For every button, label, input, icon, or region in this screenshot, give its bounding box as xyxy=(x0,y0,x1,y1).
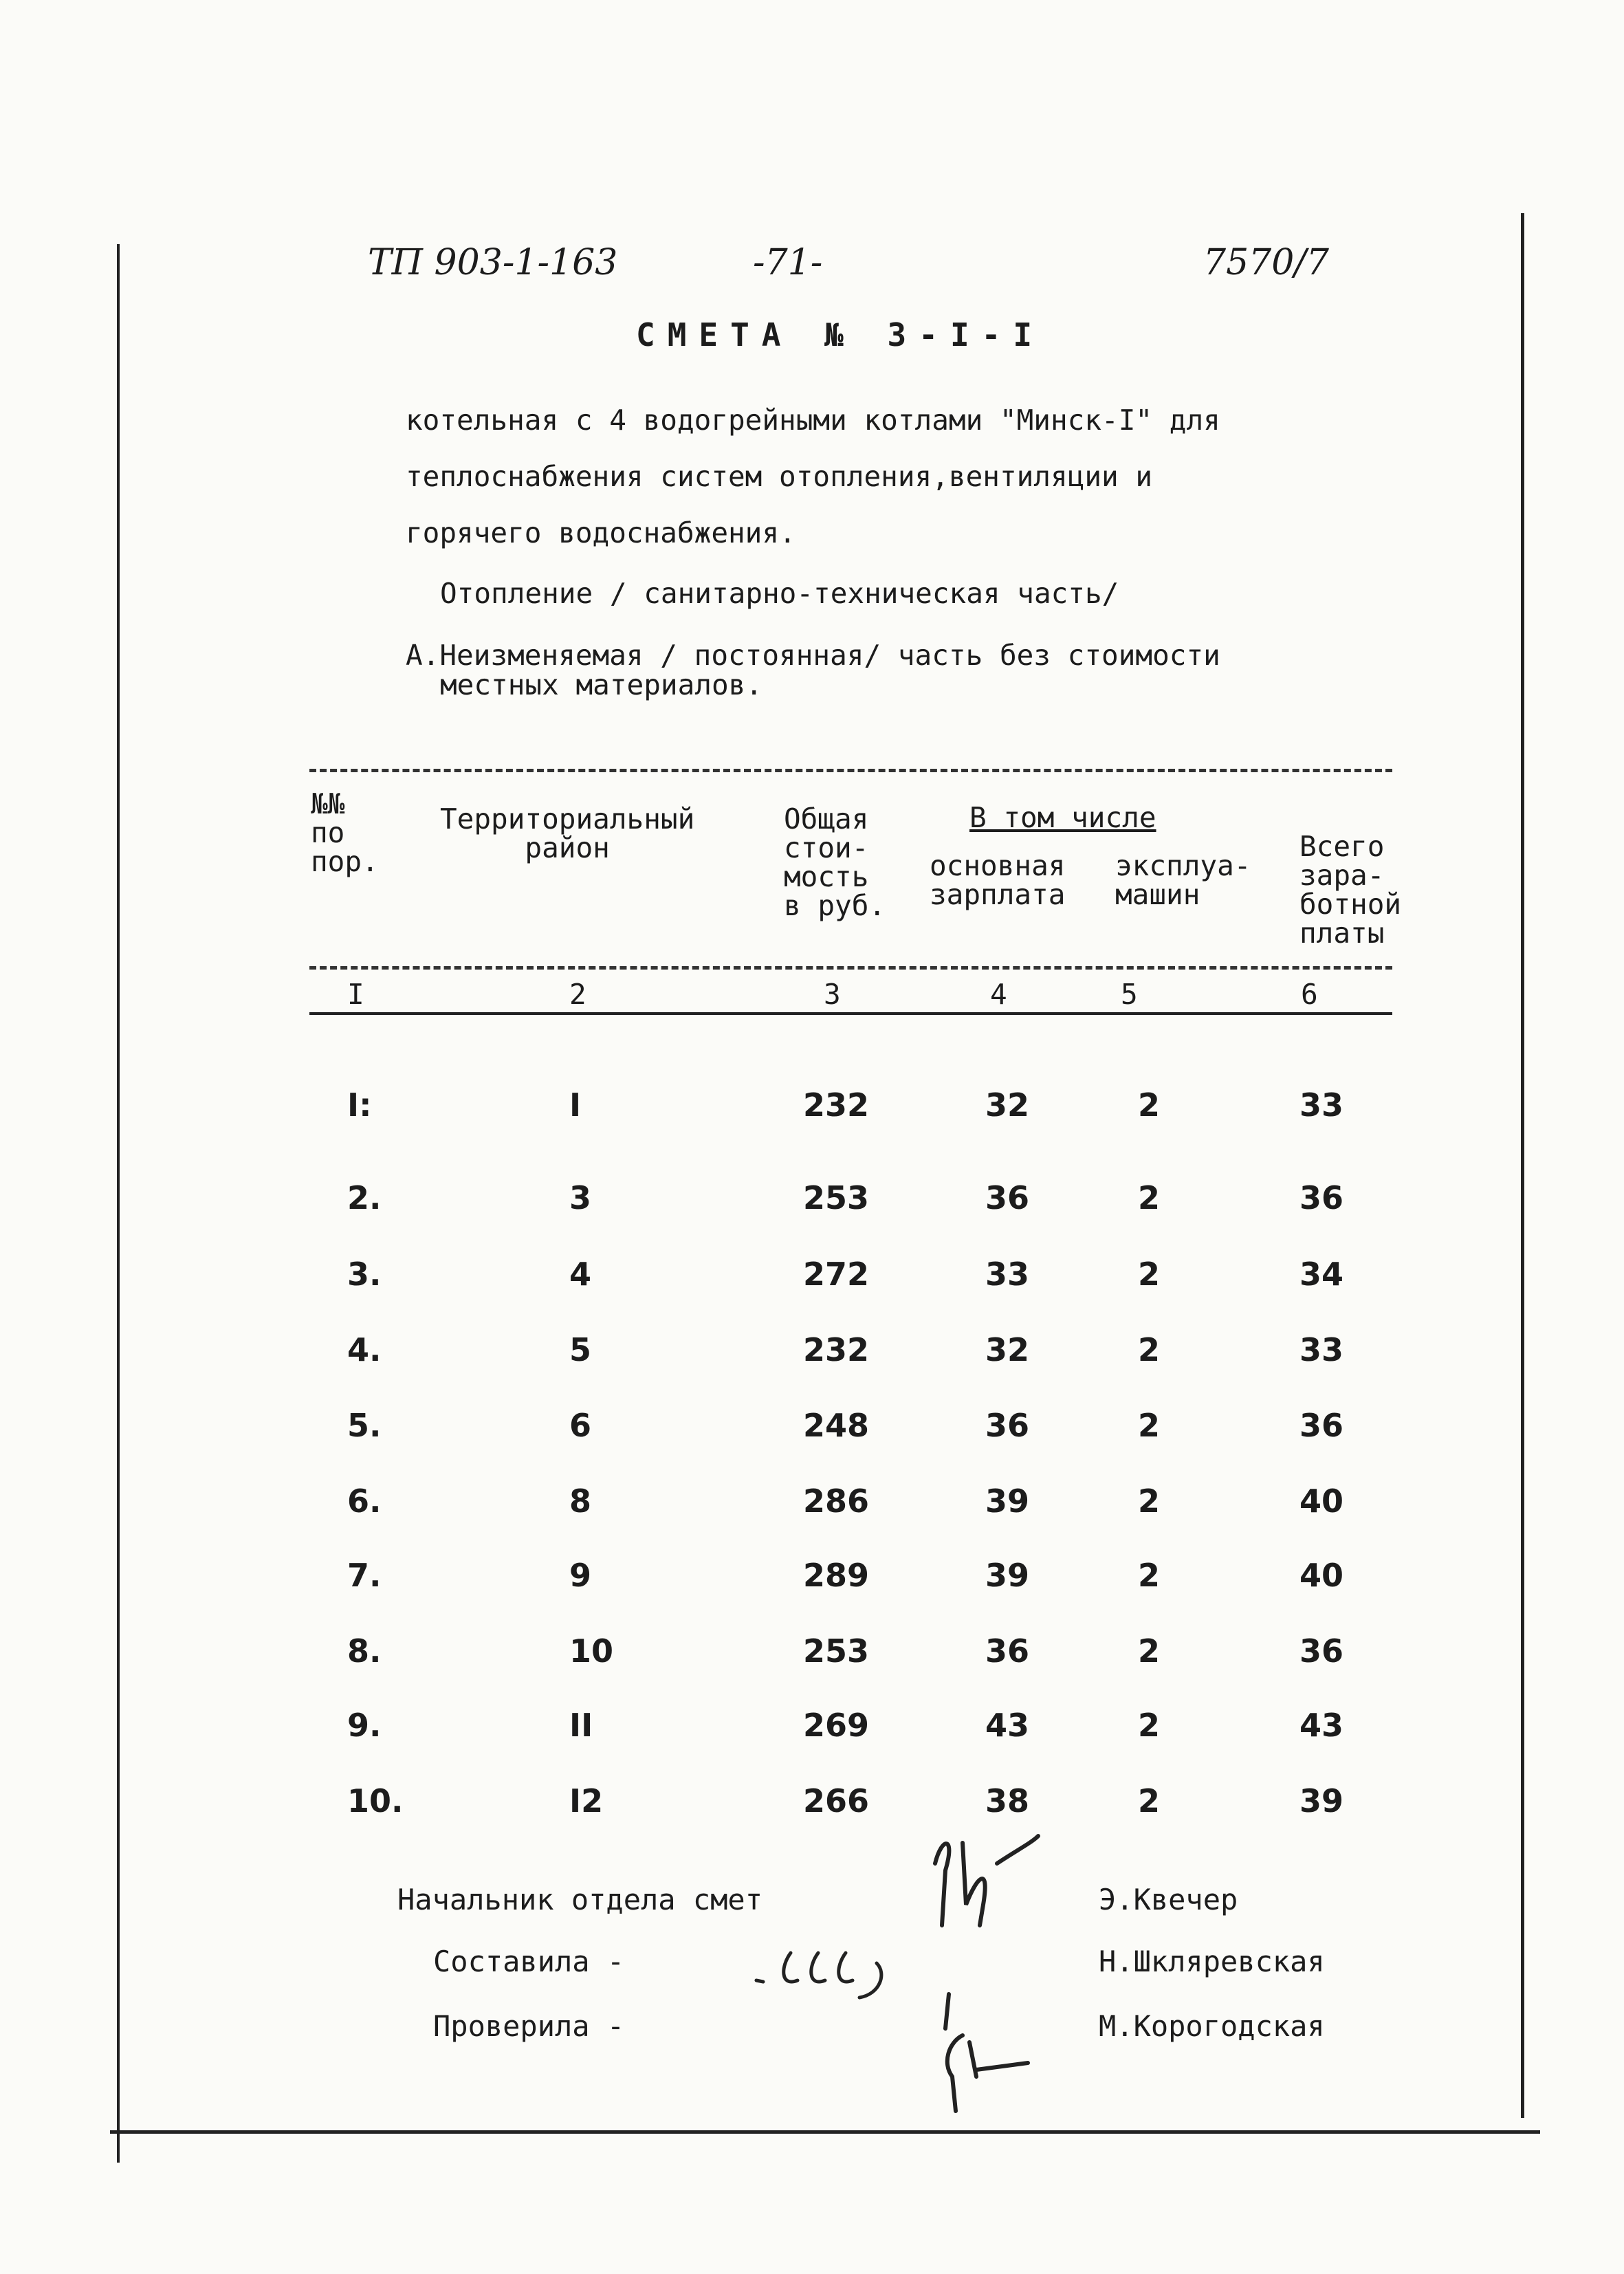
left-margin-line xyxy=(117,244,120,2163)
column-numbers-rule xyxy=(309,1012,1392,1015)
archive-number: 7570/7 xyxy=(1203,242,1329,283)
column-number-4: 4 xyxy=(990,978,1007,1011)
description-line-2: теплоснабжения систем отопления,вентиляции и xyxy=(406,460,1153,493)
column-number-1: I xyxy=(347,978,364,1011)
page-mark: -71- xyxy=(753,242,823,283)
head-of-estimates-name: Э.Квечер xyxy=(1099,1883,1238,1916)
header-including-group: В том числе xyxy=(969,801,1156,834)
column-number-5: 5 xyxy=(1121,978,1138,1011)
checked-by-label: Проверила - xyxy=(433,2009,625,2043)
header-row-number: №№ по пор. xyxy=(311,787,379,878)
bottom-margin-line xyxy=(110,2130,1540,2134)
compiled-by-name: Н.Шкляревская xyxy=(1099,1945,1325,1978)
header-total-cost: Общая стои- мость в руб. xyxy=(784,802,886,922)
head-signature-icon xyxy=(914,1822,1052,1939)
right-margin-line xyxy=(1521,213,1524,2118)
compiled-by-label: Составила - xyxy=(433,1945,625,1978)
header-total-wages: Всего зара- ботной платы xyxy=(1299,830,1402,950)
column-number-6: 6 xyxy=(1301,978,1318,1011)
column-number-3: 3 xyxy=(824,978,841,1011)
head-of-estimates-label: Начальник отдела смет xyxy=(397,1883,763,1916)
header-machine-operation: эксплуа- машин xyxy=(1115,849,1251,911)
table-top-rule xyxy=(309,769,1392,772)
section-title: Отопление / санитарно-техническая часть/ xyxy=(440,577,1119,610)
description-line-3: горячего водоснабжения. xyxy=(406,516,796,549)
column-number-2: 2 xyxy=(569,978,586,1011)
document-title: СМЕТА № 3-I-I xyxy=(636,316,1045,353)
part-title-line-1: А.Неизменяемая / постоянная/ часть без стоимости xyxy=(406,639,1220,672)
doc-code: ТП 903-1-163 xyxy=(368,242,618,283)
header-base-salary: основная зарплата xyxy=(930,849,1066,911)
checker-signature-icon xyxy=(921,1987,1038,2118)
checked-by-name: М.Корогодская xyxy=(1099,2009,1325,2043)
table-header-rule xyxy=(309,966,1392,970)
compiler-signature-icon xyxy=(749,1932,914,2008)
part-title-line-2: местных материалов. xyxy=(440,668,762,701)
header-region: Территориальный район xyxy=(440,802,695,864)
description-line-1: котельная с 4 водогрейными котлами "Минск-I" для xyxy=(406,404,1220,437)
